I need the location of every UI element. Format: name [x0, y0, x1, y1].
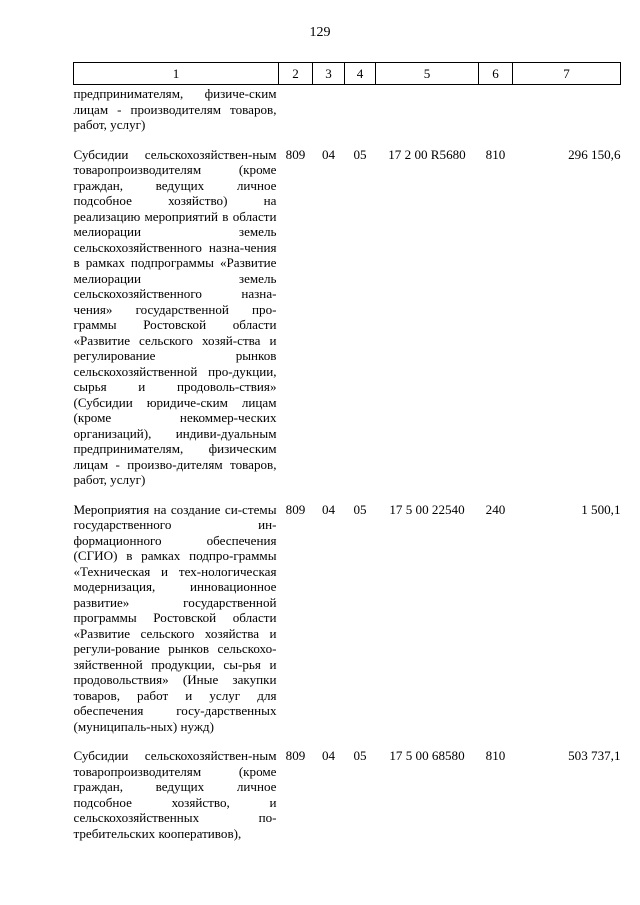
row-cell: 05 [353, 501, 367, 517]
row-cell: 04 [321, 146, 336, 162]
column-header: 4 [345, 63, 376, 85]
row-cell [279, 85, 313, 147]
row-cell: 809 [285, 146, 306, 162]
row-cell [479, 85, 513, 147]
table-row [74, 502, 621, 749]
table-row [74, 147, 621, 502]
column-header: 3 [313, 63, 345, 85]
budget-table [73, 62, 621, 841]
row-cell: 17 5 00 22540 [389, 501, 465, 517]
table-header-row [74, 63, 621, 85]
column-header: 7 [513, 63, 621, 85]
page-number: 129 [309, 25, 331, 40]
row-cell: 810 [485, 146, 506, 162]
row-cell: 240 [485, 501, 506, 517]
row-cell: 05 [353, 748, 367, 763]
row-amount [513, 85, 621, 147]
column-header: 2 [279, 63, 313, 85]
row-cell: 810 [485, 748, 506, 763]
row-description: Субсидии сельскохозяйствен-ным товаропроизводителям (кроме граждан, ведущих личное подсобное хозяйство) на реализацию мероприятий в области мелиорации земель сельскохозяйственного назна-чения в рамках подпрограммы «Развитие мелиорации земель сельскохозяйственного назна-чения» государственной про-граммы Ростовской области «Развитие сельского хозяй-ства и регулирование рынков сельскохозяйственной про-дукции, сырья и продоволь-ствия» (Субсидии юридиче-ским лицам (кроме некоммер-ческих организаций), индиви-дуальным предпринимателям, физическим лицам - произво-дителям товаров, работ, услуг) [73, 146, 277, 487]
row-amount: 503 737,1 [568, 748, 621, 763]
row-cell: 17 5 00 68580 [389, 748, 465, 763]
column-header: 5 [376, 63, 479, 85]
row-amount: 296 150,6 [568, 146, 621, 162]
row-cell: 04 [321, 501, 336, 517]
row-cell: 17 2 00 R5680 [388, 146, 466, 162]
row-cell: 05 [353, 146, 367, 162]
table-row [74, 748, 621, 841]
row-cell [345, 85, 376, 147]
row-amount: 1 500,1 [581, 501, 621, 517]
row-cell: 04 [321, 748, 336, 763]
row-cell [313, 85, 345, 147]
row-cell [376, 85, 479, 147]
column-header: 6 [479, 63, 513, 85]
row-description: Субсидии сельскохозяйствен-ным товаропроизводителям (кроме граждан, ведущих личное подсобное хозяйство, и сельскохозяйственных по-требительских кооперативов), [73, 748, 277, 841]
row-description: предпринимателям, физиче-ским лицам - производителям товаров, работ, услуг) [73, 86, 277, 132]
row-description: Мероприятия на создание си-стемы государственного ин-формационного обеспечения (СГИО) в рамках подпро-граммы «Техническая и тех-нологическая модернизация, инновационное развитие» государственной программы Ростовской области «Развитие сельского хозяйства и регули-рование рынков сельскохо-зяйственной продукции, сы-рья и продовольствия» (Иные закупки товаров, работ и услуг для обеспечения госу-дарственных (муниципаль-ных) нужд) [73, 501, 277, 734]
row-cell: 809 [285, 501, 306, 517]
table-row [74, 85, 621, 147]
column-header: 1 [74, 63, 279, 85]
row-cell: 809 [285, 748, 306, 763]
